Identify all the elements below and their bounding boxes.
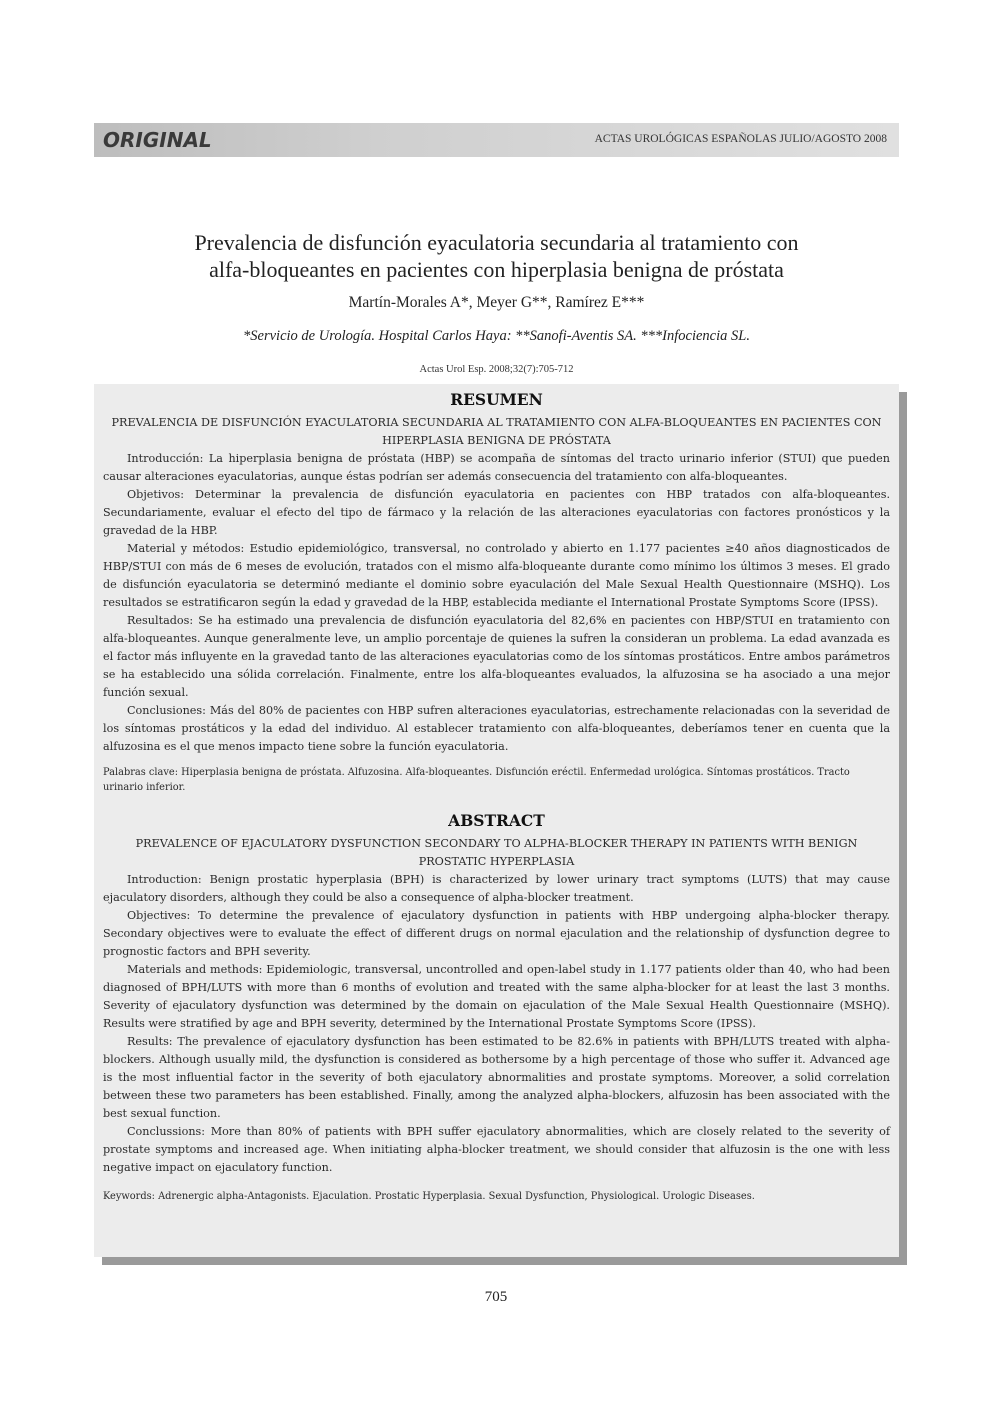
abstract-paragraph: Materials and methods: Epidemiologic, transversal, uncontrolled and open-label study in 1.177 patients older than 40, who had been diagnosed of BPH/LUTS with more than 6 months of evolution and treated with the same alpha-blocker for at least the last 3 months. Severity of ejaculatory dysfunction was determined by the domain on ejaculation of the Male Sexual Health Questionnaire (MSHQ). Results were stratified by age and BPH severity, determined by the International Prostate Symptoms Score (IPSS).	[103, 963, 890, 1030]
authors: Martín-Morales A*, Meyer G**, Ramírez E***	[348, 294, 645, 311]
affiliations: *Servicio de Urología. Hospital Carlos Haya: **Sanofi-Aventis SA. ***Infociencia SL.	[243, 328, 750, 344]
resumen-paragraph: Introducción: La hiperplasia benigna de próstata (HBP) se acompaña de síntomas del tracto urinario inferior (STUI) que pueden causar alteraciones eyaculatorias, aunque éstas podrían ser además consecuencia del tratamiento con alfa-bloqueantes.	[103, 452, 890, 483]
article-title	[100, 229, 893, 283]
abstract-box	[94, 384, 899, 1257]
citation: Actas Urol Esp. 2008;32(7):705-712	[419, 364, 574, 375]
title-line-1: Prevalencia de disfunción eyaculatoria secundaria al tratamiento con	[194, 230, 799, 255]
abstract-paragraph: Results: The prevalence of ejaculatory dysfunction has been estimated to be 82.6% in patients with BPH/LUTS treated with alpha-blockers. Although usually mild, the dysfunction is considered as bothersome by a high percentage of those who suffer it. Advanced age is the most influential factor in the severity of both ejaculatory abnormalities and prostate symptoms. Moreover, a solid correlation between these two parameters has been established. Finally, among the analyzed alpha-blockers, alfuzosin has been associated with the best sexual function.	[103, 1035, 890, 1120]
journal-line: ACTAS UROLÓGICAS ESPAÑOLAS JULIO/AGOSTO 2008	[594, 133, 887, 145]
abstract-heading: ABSTRACT	[448, 811, 545, 830]
header-band	[94, 123, 899, 157]
abstract-subtitle: PREVALENCE OF EJACULATORY DYSFUNCTION SECONDARY TO ALPHA-BLOCKER THERAPY IN PATIENTS WITH BENIGN PROSTATIC HYPERPLASIA	[135, 837, 858, 868]
resumen-heading: RESUMEN	[450, 390, 543, 409]
abstract-paragraph: Objectives: To determine the prevalence of ejaculatory dysfunction in patients with HBP undergoing alpha-blocker therapy. Secondary objectives were to evaluate the effect of different drugs on normal ejaculation and the relationship of dysfunction degree to prognostic factors and BPH severity.	[103, 909, 890, 958]
title-line-2: alfa-bloqueantes en pacientes con hiperplasia benigna de próstata	[209, 257, 784, 282]
resumen-paragraph: Resultados: Se ha estimado una prevalencia de disfunción eyaculatoria del 82,6% en pacientes con HBP/STUI en tratamiento con alfa-bloqueantes. Aunque generalmente leve, un amplio porcentaje de quienes la sufren la consideran un problema. La edad avanzada es el factor más influyente en la gravedad tanto de las alteraciones eyaculatorias como de los síntomas prostáticos. Entre ambos parámetros se ha establecido una sólida correlación. Finalmente, entre los alfa-bloqueantes evaluados, la alfuzosina se ha asociado a una mejor función sexual.	[103, 614, 890, 699]
abstract-paragraph: Conclussions: More than 80% of patients with BPH suffer ejaculatory abnormalities, which are closely related to the severity of prostate symptoms and increased age. When initiating alpha-blocker treatment, we should consider that alfuzosin is the one with less negative impact on ejaculatory function.	[103, 1125, 890, 1174]
section-label: ORIGINAL	[103, 128, 212, 152]
abstract-paragraph: Introduction: Benign prostatic hyperplasia (BPH) is characterized by lower urinary tract symptoms (LUTS) that may cause ejaculatory disorders, although they could be also a consequence of alpha-blocker treatment.	[103, 873, 890, 904]
resumen-subtitle: PREVALENCIA DE DISFUNCIÓN EYACULATORIA SECUNDARIA AL TRATAMIENTO CON ALFA-BLOQUEANTES EN PACIENTES CON HIPERPLASIA BENIGNA DE PRÓSTATA	[111, 416, 882, 447]
resumen-paragraph: Material y métodos: Estudio epidemiológico, transversal, no controlado y abierto en 1.177 pacientes ≥40 años diagnosticados de HBP/STUI con más de 6 meses de evolución, tratados con el mismo alfa-bloqueante durante como mínimo los últimos 3 meses. El grado de disfunción eyaculatoria se determinó mediante el dominio sobre eyaculación del Male Sexual Health Questionnaire (MSHQ). Los resultados se estratificaron según la edad y gravedad de la HBP, establecida mediante el International Prostate Symptoms Score (IPSS).	[103, 542, 890, 609]
page-number: 705	[484, 1289, 508, 1305]
resumen-paragraph: Conclusiones: Más del 80% de pacientes con HBP sufren alteraciones eyaculatorias, estrechamente relacionadas con la severidad de los síntomas prostáticos y la edad del individuo. Al establecer tratamiento con alfa-bloqueantes, deberíamos tener en cuenta que la alfuzosina es el que menos impacto tiene sobre la función eyaculatoria.	[103, 704, 890, 753]
resumen-keywords: Palabras clave: Hiperplasia benigna de próstata. Alfuzosina. Alfa-bloqueantes. Disfunción eréctil. Enfermedad urológica. Síntomas prostáticos. Tracto urinario inferior.	[103, 767, 850, 793]
abstract-keywords: Keywords: Adrenergic alpha-Antagonists. Ejaculation. Prostatic Hyperplasia. Sexual Dysfunction, Physiological. Urologic Diseases.	[103, 1191, 755, 1202]
resumen-paragraph: Objetivos: Determinar la prevalencia de disfunción eyaculatoria en pacientes con HBP tratados con alfa-bloqueantes. Secundariamente, evaluar el efecto del tipo de fármaco y la relación de las alteraciones eyaculatorias con factores pronósticos y la gravedad de la HBP.	[103, 488, 890, 537]
